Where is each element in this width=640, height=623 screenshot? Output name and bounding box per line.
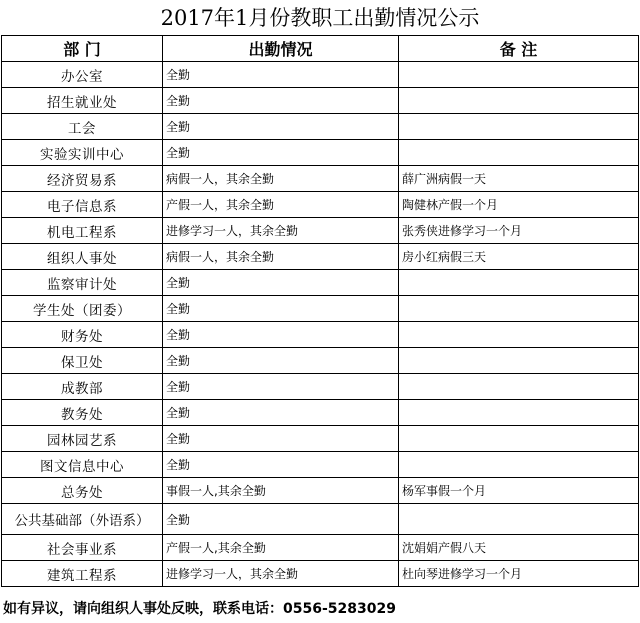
department-cell: 办公室 <box>2 62 163 88</box>
department-cell: 经济贸易系 <box>2 166 163 192</box>
department-cell: 建筑工程系 <box>2 561 163 587</box>
table-row <box>2 535 639 561</box>
note-cell <box>399 296 639 322</box>
table-row <box>2 296 639 322</box>
table-row <box>2 192 639 218</box>
table-row <box>2 244 639 270</box>
department-cell: 社会事业系 <box>2 535 163 561</box>
page-title: 2017年1月份教职工出勤情况公示 <box>160 6 480 30</box>
note-cell <box>399 62 639 88</box>
table-header-row <box>2 36 639 62</box>
note-cell: 陶健林产假一个月 <box>399 192 639 218</box>
attendance-cell: 全勤 <box>163 452 399 478</box>
attendance-cell: 全勤 <box>163 400 399 426</box>
table-row <box>2 218 639 244</box>
attendance-cell: 进修学习一人，其余全勤 <box>163 218 399 244</box>
table-row <box>2 478 639 504</box>
table-row <box>2 374 639 400</box>
attendance-cell: 病假一人，其余全勤 <box>163 166 399 192</box>
department-cell: 组织人事处 <box>2 244 163 270</box>
department-cell: 学生处（团委） <box>2 296 163 322</box>
attendance-cell: 事假一人,其余全勤 <box>163 478 399 504</box>
attendance-cell: 全勤 <box>163 504 399 535</box>
attendance-cell: 全勤 <box>163 88 399 114</box>
table-row <box>2 322 639 348</box>
department-cell: 园林园艺系 <box>2 426 163 452</box>
header-note: 备 注 <box>399 36 639 62</box>
note-cell <box>399 140 639 166</box>
table-row <box>2 114 639 140</box>
table-row <box>2 140 639 166</box>
attendance-cell: 产假一人,其余全勤 <box>163 535 399 561</box>
table-row <box>2 270 639 296</box>
note-cell: 房小红病假三天 <box>399 244 639 270</box>
note-cell <box>399 88 639 114</box>
note-cell: 张秀侠进修学习一个月 <box>399 218 639 244</box>
department-cell: 工会 <box>2 114 163 140</box>
table-row <box>2 400 639 426</box>
department-cell: 实验实训中心 <box>2 140 163 166</box>
table-row <box>2 426 639 452</box>
attendance-cell: 全勤 <box>163 114 399 140</box>
header-attendance: 出勤情况 <box>163 36 399 62</box>
note-cell <box>399 504 639 535</box>
note-cell <box>399 322 639 348</box>
header-department: 部 门 <box>2 36 163 62</box>
attendance-cell: 全勤 <box>163 322 399 348</box>
attendance-cell: 全勤 <box>163 426 399 452</box>
note-cell: 薛广洲病假一天 <box>399 166 639 192</box>
attendance-cell: 全勤 <box>163 296 399 322</box>
department-cell: 公共基础部（外语系） <box>2 504 163 535</box>
department-cell: 招生就业处 <box>2 88 163 114</box>
attendance-cell: 全勤 <box>163 62 399 88</box>
note-cell <box>399 374 639 400</box>
attendance-cell: 全勤 <box>163 270 399 296</box>
department-cell: 教务处 <box>2 400 163 426</box>
department-cell: 财务处 <box>2 322 163 348</box>
table-row <box>2 62 639 88</box>
note-cell <box>399 426 639 452</box>
note-cell <box>399 400 639 426</box>
department-cell: 机电工程系 <box>2 218 163 244</box>
department-cell: 电子信息系 <box>2 192 163 218</box>
table-row <box>2 452 639 478</box>
note-cell <box>399 348 639 374</box>
department-cell: 监察审计处 <box>2 270 163 296</box>
table-row <box>2 348 639 374</box>
department-cell: 保卫处 <box>2 348 163 374</box>
attendance-cell: 全勤 <box>163 374 399 400</box>
table-row <box>2 88 639 114</box>
department-cell: 图文信息中心 <box>2 452 163 478</box>
note-cell <box>399 114 639 140</box>
attendance-cell: 进修学习一人，其余全勤 <box>163 561 399 587</box>
attendance-cell: 产假一人，其余全勤 <box>163 192 399 218</box>
attendance-cell: 病假一人，其余全勤 <box>163 244 399 270</box>
table-row <box>2 166 639 192</box>
note-cell: 杨军事假一个月 <box>399 478 639 504</box>
note-cell: 沈娟娟产假八天 <box>399 535 639 561</box>
attendance-table <box>1 35 639 587</box>
contact-notice: 如有异议，请向组织人事处反映，联系电话：0556-5283029 <box>3 601 396 617</box>
table-row <box>2 504 639 535</box>
department-cell: 总务处 <box>2 478 163 504</box>
department-cell: 成教部 <box>2 374 163 400</box>
note-cell <box>399 270 639 296</box>
note-cell <box>399 452 639 478</box>
table-row <box>2 561 639 587</box>
attendance-cell: 全勤 <box>163 140 399 166</box>
attendance-cell: 全勤 <box>163 348 399 374</box>
note-cell: 杜向琴进修学习一个月 <box>399 561 639 587</box>
